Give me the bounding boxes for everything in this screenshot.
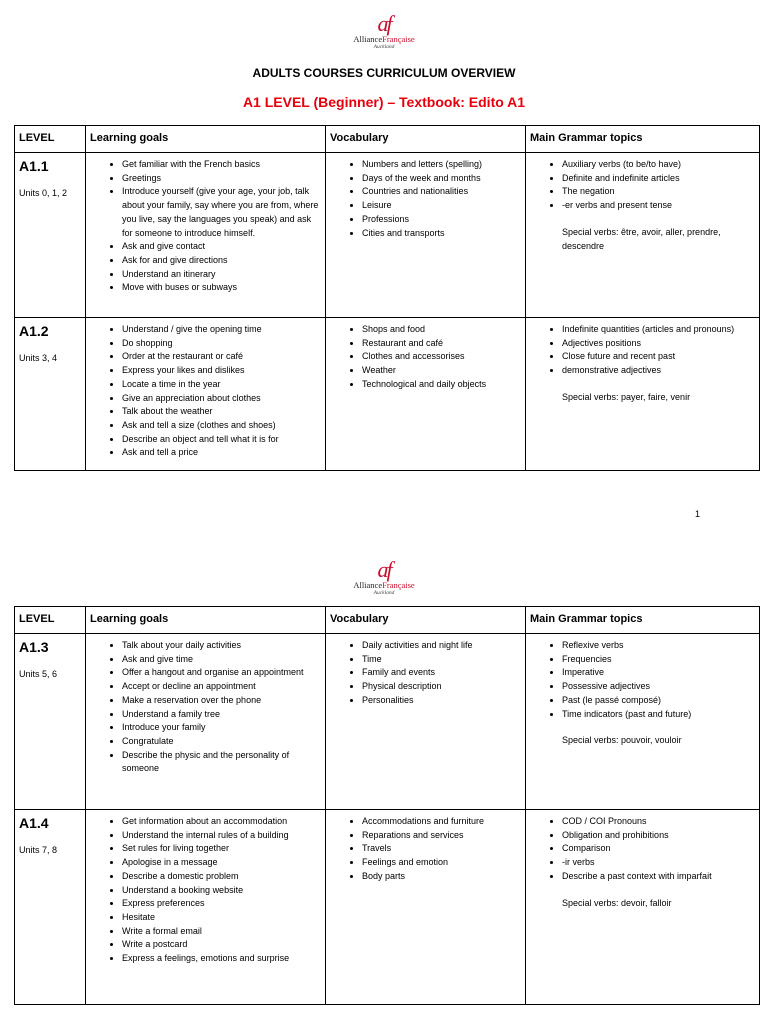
list-item: • Get familiar with the French basics [122,158,321,172]
header-vocabulary: Vocabulary [326,126,526,153]
level-code: A1.2 [19,323,49,339]
list-item: • Auxiliary verbs (to be/to have) [562,158,755,172]
list-item: • Physical description [362,680,521,694]
list-item: • Professions [362,213,521,227]
logo-name-alliance: Alliance [353,34,383,44]
list-item: • Daily activities and night life [362,639,521,653]
level-code: A1.1 [19,158,49,174]
table-header-row [15,126,760,153]
grammar-cell [526,153,760,318]
vocab-list [330,639,521,708]
list-item: • -ir verbs [562,856,755,870]
list-item: • Ask for and give directions [122,254,321,268]
level-cell [15,810,86,1005]
curriculum-table-page-1 [14,125,760,471]
list-item: • Body parts [362,870,521,884]
header-vocabulary: Vocabulary [326,607,526,634]
list-item: • Personalities [362,694,521,708]
vocab-list [330,158,521,240]
vocabulary-cell [326,153,526,318]
list-item: • Possessive adjectives [562,680,755,694]
goals-list [90,639,321,776]
level-cell [15,318,86,471]
list-item: • Reflexive verbs [562,639,755,653]
grammar-cell [526,634,760,810]
list-item: • Understand the internal rules of a building [122,829,321,843]
list-item: • Leisure [362,199,521,213]
list-item: • Days of the week and months [362,172,521,186]
list-item: • Hesitate [122,911,321,925]
header-learning-goals: Learning goals [86,607,326,634]
goals-list [90,323,321,460]
level-code: A1.3 [19,639,49,655]
special-verbs: Special verbs: devoir, falloir [562,897,672,908]
goals-list [90,158,321,295]
list-item: • Order at the restaurant or café [122,350,321,364]
list-item: • Countries and nationalities [362,185,521,199]
list-item: • Understand a booking website [122,884,321,898]
header-grammar: Main Grammar topics [526,607,760,634]
level-units: Units 0, 1, 2 [19,188,68,198]
grammar-list [530,639,755,721]
list-item: • Talk about your daily activities [122,639,321,653]
list-item: • Accept or decline an appointment [122,680,321,694]
list-item: • Past (le passé composé) [562,694,755,708]
list-item: • Understand / give the opening time [122,323,321,337]
list-item: • Accommodations and furniture [362,815,521,829]
list-item: • Introduce your family [122,721,321,735]
af-logo-mark: af [377,11,391,36]
list-item: • Understand an itinerary [122,268,321,282]
list-item: • Frequencies [562,653,755,667]
list-item: • Understand a family tree [122,708,321,722]
logo-name-francaise: Française [382,580,415,590]
list-item: • Apologise in a message [122,856,321,870]
list-item: • Describe the physic and the personality of someone [122,749,321,776]
list-item: • Express preferences [122,897,321,911]
level-row-a1-1 [15,153,760,318]
learning-goals-cell [86,153,326,318]
list-item: • Travels [362,842,521,856]
list-item: • -er verbs and present tense [562,199,755,213]
list-item: • Close future and recent past [562,350,755,364]
vocabulary-cell [326,634,526,810]
learning-goals-cell [86,318,326,471]
list-item: • Ask and give contact [122,240,321,254]
logo-name-francaise: Française [382,34,415,44]
list-item: • Time indicators (past and future) [562,708,755,722]
list-item: • Congratulate [122,735,321,749]
logo-name [0,34,768,44]
vocabulary-cell [326,318,526,471]
special-verbs: Special verbs: pouvoir, vouloir [562,735,682,746]
list-item: • Ask and tell a price [122,446,321,460]
level-row-a1-2 [15,318,760,471]
list-item: • Talk about the weather [122,405,321,419]
list-item: • Locate a time in the year [122,378,321,392]
level-units: Units 3, 4 [19,353,58,363]
list-item: • Get information about an accommodation [122,815,321,829]
list-item: • Write a postcard [122,938,321,952]
af-logo-mark: af [377,557,391,582]
goals-list [90,815,321,966]
header-grammar: Main Grammar topics [526,126,760,153]
grammar-cell [526,318,760,471]
list-item: • Write a formal email [122,925,321,939]
learning-goals-cell [86,810,326,1005]
list-item: • Comparison [562,842,755,856]
grammar-list [530,815,755,884]
list-item: • Describe a domestic problem [122,870,321,884]
level-row-a1-3 [15,634,760,810]
level-row-a1-4 [15,810,760,1005]
list-item: • Numbers and letters (spelling) [362,158,521,172]
list-item: • demonstrative adjectives [562,364,755,378]
level-cell [15,153,86,318]
document-title: ADULTS COURSES CURRICULUM OVERVIEW [252,66,516,80]
level-units: Units 5, 6 [19,669,58,679]
list-item: • Feelings and emotion [362,856,521,870]
list-item: • Describe a past context with imparfait [562,870,755,884]
special-verbs: Special verbs: être, avoir, aller, prendre, descendre [562,226,721,251]
header-learning-goals: Learning goals [86,126,326,153]
list-item: • Reparations and services [362,829,521,843]
logo-name-alliance: Alliance [353,580,383,590]
list-item: • Ask and give time [122,653,321,667]
list-item: • Give an appreciation about clothes [122,392,321,406]
logo-city: Auckland [373,590,395,596]
list-item: • Cities and transports [362,227,521,241]
list-item: • Do shopping [122,337,321,351]
list-item: • Adjectives positions [562,337,755,351]
header-level: LEVEL [15,607,86,634]
learning-goals-cell [86,634,326,810]
list-item: • Ask and tell a size (clothes and shoes) [122,419,321,433]
grammar-cell [526,810,760,1005]
document-subtitle: A1 LEVEL (Beginner) – Textbook: Edito A1 [242,94,526,110]
level-cell [15,634,86,810]
list-item: • Offer a hangout and organise an appointment [122,666,321,680]
vocabulary-cell [326,810,526,1005]
header-level: LEVEL [15,126,86,153]
list-item: • Describe an object and tell what it is for [122,433,321,447]
list-item: • Weather [362,364,521,378]
alliance-francaise-logo [0,11,768,51]
level-units: Units 7, 8 [19,845,58,855]
curriculum-table-page-2 [14,606,760,1005]
list-item: • Technological and daily objects [362,378,521,392]
grammar-list [530,158,755,213]
logo-city: Auckland [373,44,395,50]
logo-name [0,580,768,590]
list-item: • Introduce yourself (give your age, your job, talk about your family, say where you are from, where you live, say the languages you speak) and ask for someone to introduce himself. [122,185,321,240]
list-item: • Indefinite quantities (articles and pronouns) [562,323,755,337]
list-item: • Definite and indefinite articles [562,172,755,186]
vocab-list [330,323,521,392]
list-item: • Express your likes and dislikes [122,364,321,378]
list-item: • Move with buses or subways [122,281,321,295]
list-item: • Make a reservation over the phone [122,694,321,708]
page-number: 1 [695,509,701,519]
list-item: • Time [362,653,521,667]
list-item: • The negation [562,185,755,199]
list-item: • Restaurant and café [362,337,521,351]
special-verbs: Special verbs: payer, faire, venir [562,391,691,402]
list-item: • Family and events [362,666,521,680]
list-item: • Greetings [122,172,321,186]
vocab-list [330,815,521,884]
list-item: • Clothes and accessorises [362,350,521,364]
list-item: • Shops and food [362,323,521,337]
alliance-francaise-logo [0,557,768,597]
list-item: • Express a feelings, emotions and surprise [122,952,321,966]
list-item: • Imperative [562,666,755,680]
level-code: A1.4 [19,815,49,831]
list-item: • COD / COI Pronouns [562,815,755,829]
grammar-list [530,323,755,378]
list-item: • Obligation and prohibitions [562,829,755,843]
table-header-row [15,607,760,634]
list-item: • Set rules for living together [122,842,321,856]
